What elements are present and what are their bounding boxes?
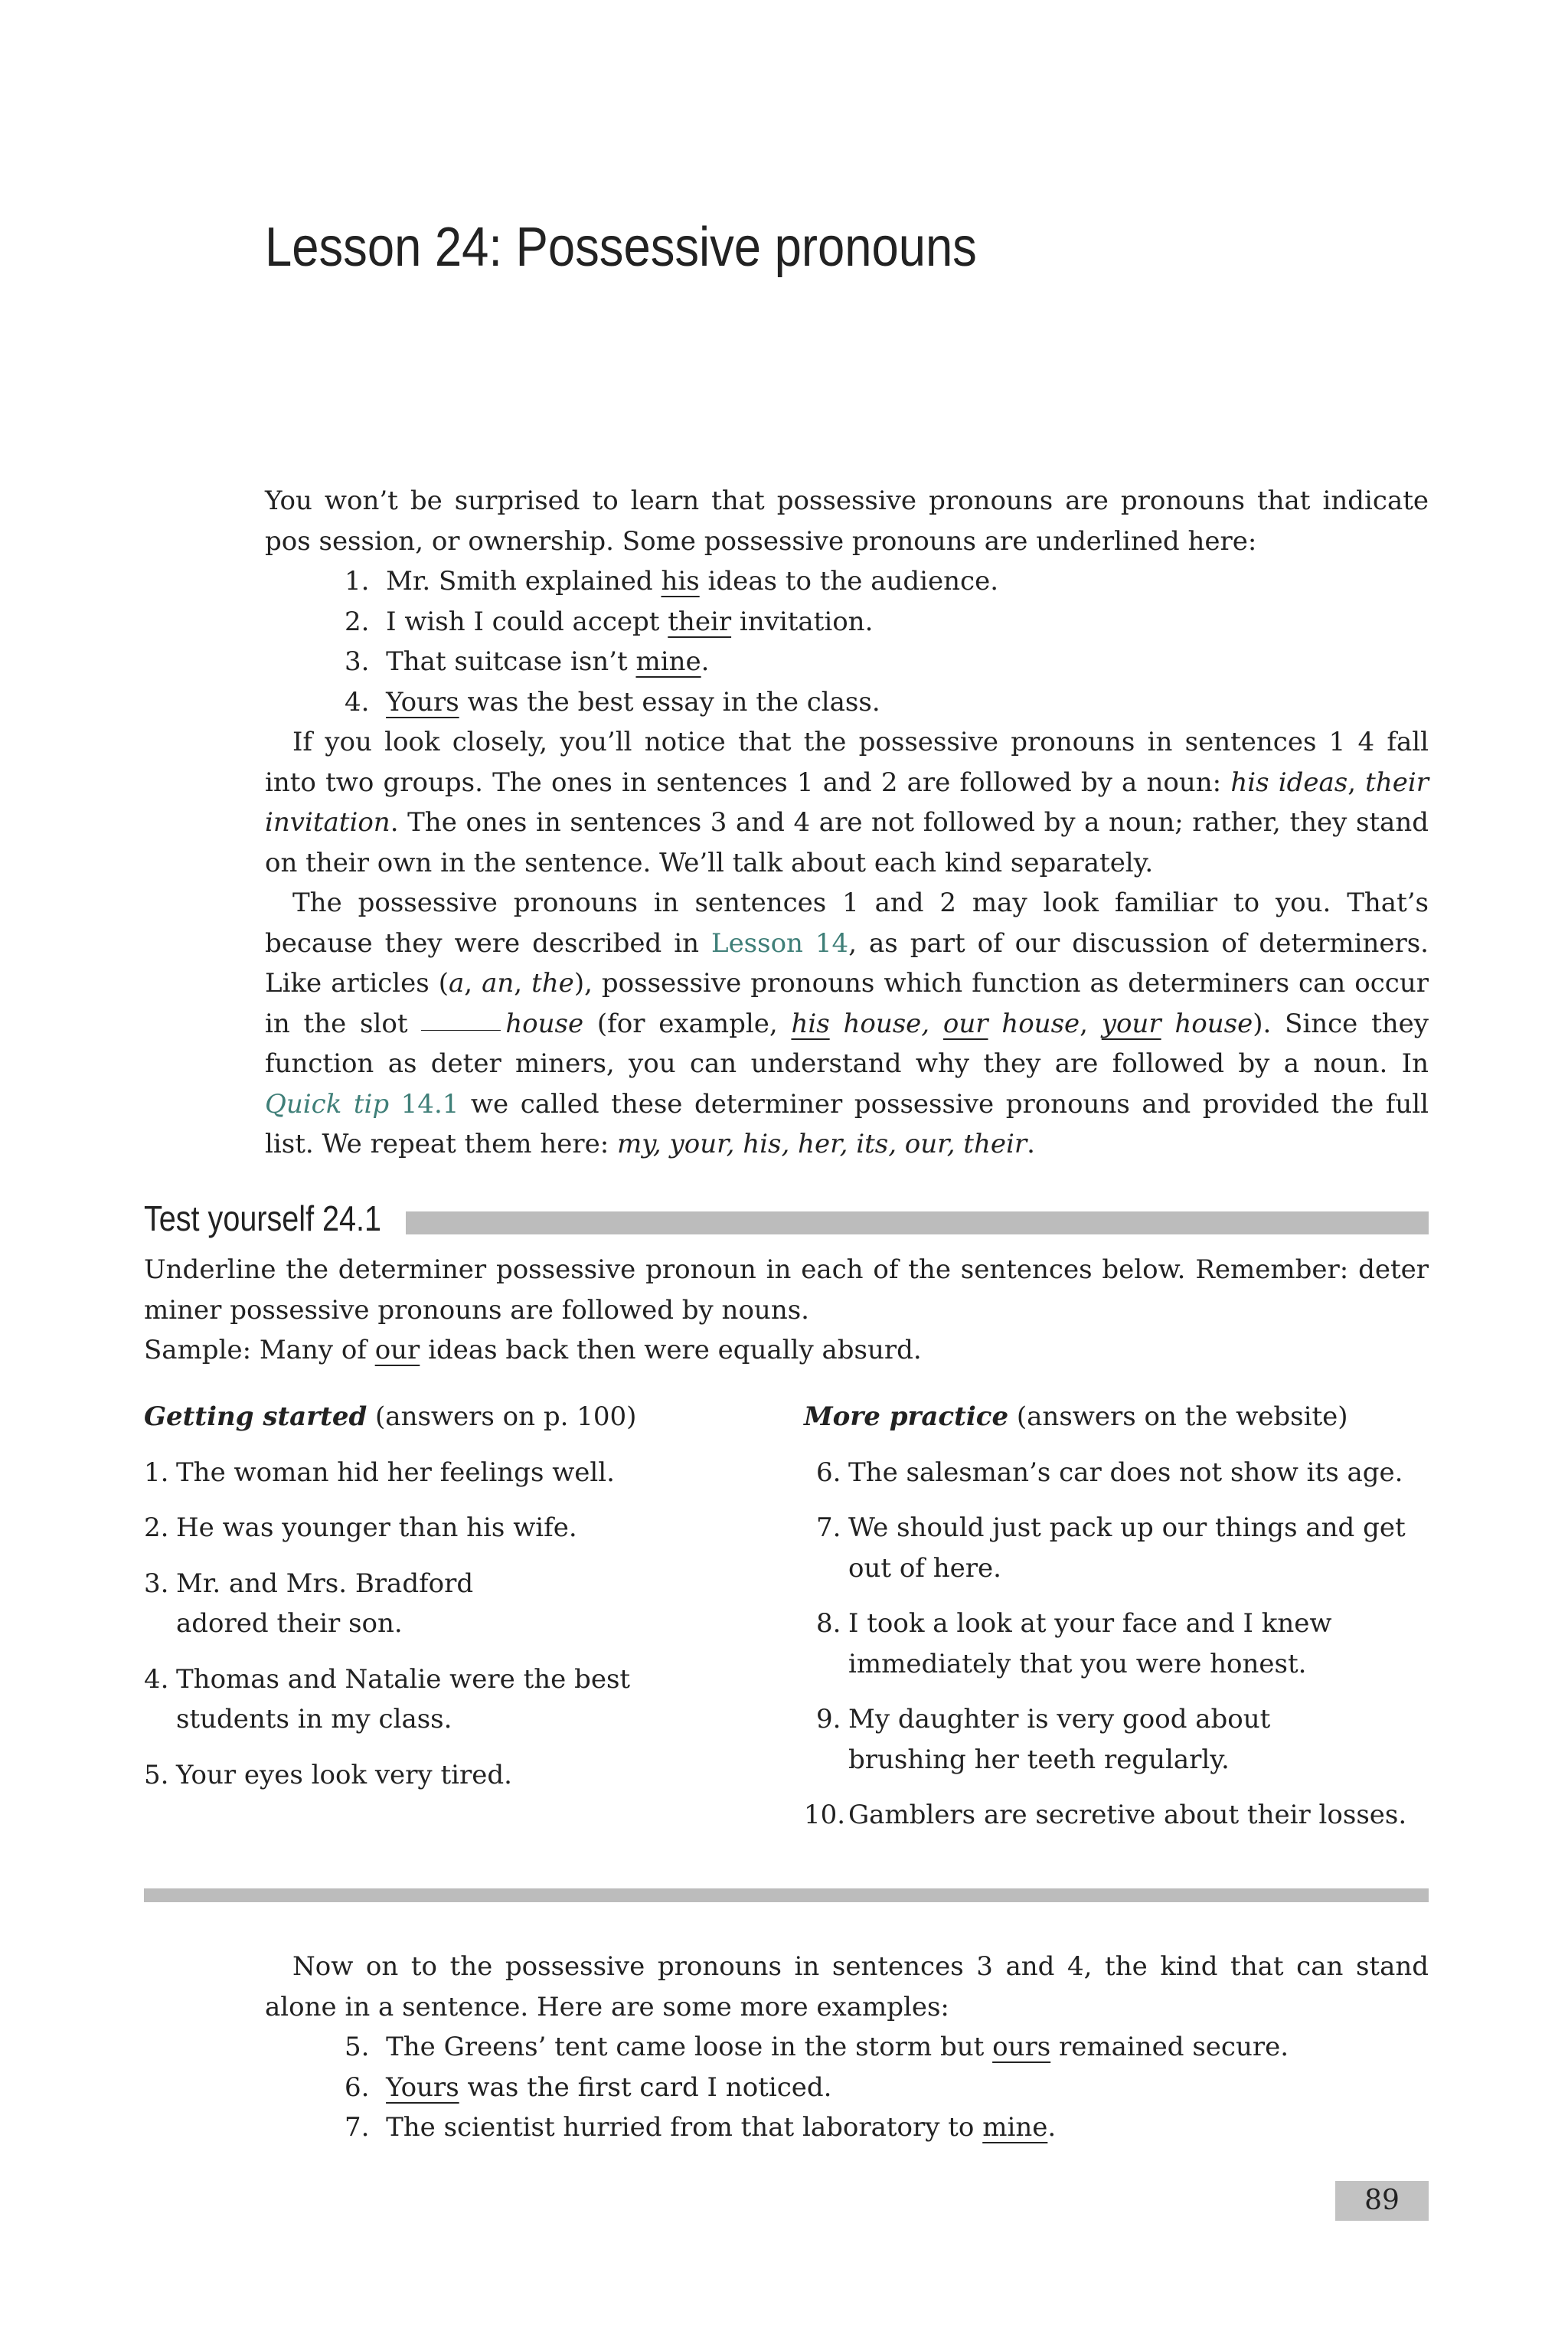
section-end-rule xyxy=(144,1888,1429,1902)
underlined-pronoun: Yours xyxy=(386,2071,459,2103)
example-text: invitation. xyxy=(731,606,874,637)
test-instructions xyxy=(144,1250,1429,1371)
underlined-pronoun: their xyxy=(668,606,732,637)
example-1 xyxy=(345,561,1429,602)
column-heading xyxy=(804,1397,1429,1437)
example-number: 1. xyxy=(345,566,370,597)
underlined-pronoun: our xyxy=(374,1335,420,1365)
underlined-pronoun: his xyxy=(661,566,700,597)
lesson-14-link[interactable]: Lesson 14 xyxy=(710,927,849,959)
example-number: 3. xyxy=(345,646,370,677)
column-heading-title: Getting started xyxy=(144,1401,368,1432)
exercise-item-4 xyxy=(144,1659,749,1740)
item-number: 10. xyxy=(804,1800,846,1830)
sample-line xyxy=(144,1330,1429,1371)
exercise-item-8 xyxy=(804,1604,1367,1684)
example-text: . xyxy=(1047,2112,1057,2143)
paragraph-text: (for example, xyxy=(583,1008,792,1039)
quick-tip-link[interactable]: Quick tip xyxy=(265,1088,390,1120)
example-text: The Greens’ tent came loose in the storm but xyxy=(386,2032,993,2062)
column-heading xyxy=(144,1397,772,1437)
item-number: 9. xyxy=(816,1704,841,1734)
outro-paragraph: Now on to the possessive pronouns in sentences 3 and 4, the kind that can stand alone in a sentence. Here are some more examples: xyxy=(265,1951,1429,2022)
item-text[interactable]: Mr. and Mrs. Bradford adored their son. xyxy=(176,1568,474,1639)
item-number: 2. xyxy=(144,1512,169,1543)
test-yourself-title: Test yourself 24.1 xyxy=(144,1198,382,1238)
item-number: 8. xyxy=(816,1608,841,1639)
item-number: 6. xyxy=(816,1457,841,1488)
paragraph-text: , as part of our discussion of determiners. Like articles ( xyxy=(265,927,1429,999)
italic-article: the xyxy=(531,968,574,999)
exercise-item-2 xyxy=(144,1508,772,1548)
underlined-pronoun: Yours xyxy=(386,686,459,718)
column-heading-note: (answers on p. 100) xyxy=(367,1401,637,1432)
paragraph-text: ). Since they function as deter miners, you can understand why they are followed by a noun. In xyxy=(265,1008,1429,1079)
intro-examples-list xyxy=(265,561,1429,722)
lesson-title: Lesson 24: Possessive pronouns xyxy=(265,217,977,278)
item-number: 3. xyxy=(144,1568,169,1599)
item-number: 5. xyxy=(144,1759,169,1790)
more-practice-column xyxy=(804,1397,1429,1851)
paragraph-text: . The ones in sentences 3 and 4 are not followed by a noun; rather, they stand on their own in the sentence. We’ll talk about each kind separately. xyxy=(265,807,1429,878)
getting-started-column xyxy=(144,1397,772,1810)
example-6 xyxy=(345,2068,1429,2108)
example-2 xyxy=(345,602,1429,642)
paragraph-text: The possessive pronouns in sentences 1 and 2 may look familiar to you. That’s because they were described in xyxy=(265,888,1429,959)
example-number: 4. xyxy=(345,686,370,718)
example-7 xyxy=(345,2107,1429,2148)
paragraph-text: If you look closely, you’ll notice that the possessive pronouns in sentences 1 4 fall into two groups. The ones in sentences 1 and 2 are followed by a noun: xyxy=(265,727,1429,798)
italic-phrase: house xyxy=(988,1008,1080,1039)
underlined-pronoun: mine xyxy=(982,2112,1048,2143)
underlined-pronoun: mine xyxy=(635,646,701,677)
example-text: Mr. Smith explained xyxy=(386,566,662,597)
example-4 xyxy=(345,682,1429,723)
italic-phrase: house xyxy=(505,1008,584,1039)
pronoun-list: my, your, his, her, its, our, their xyxy=(616,1129,1027,1159)
item-text[interactable]: I took a look at your face and I knew immediately that you were honest. xyxy=(848,1608,1332,1679)
italic-phrase: their invitation xyxy=(265,767,1429,838)
exercise-item-7 xyxy=(804,1508,1429,1588)
item-text[interactable]: He was younger than his wife. xyxy=(176,1512,577,1543)
item-text[interactable]: Your eyes look very tired. xyxy=(176,1759,512,1790)
quick-tip-number[interactable]: 14.1 xyxy=(389,1088,459,1120)
column-heading-title: More practice xyxy=(804,1401,1009,1432)
item-text[interactable]: We should just pack up our things and get out of here. xyxy=(848,1512,1406,1584)
example-text: That suitcase isn’t xyxy=(386,646,636,677)
italic-phrase: house, xyxy=(829,1008,943,1039)
item-number: 4. xyxy=(144,1663,169,1695)
underlined-pronoun: ours xyxy=(992,2032,1051,2062)
example-number: 7. xyxy=(345,2112,370,2143)
item-text[interactable]: Gamblers are secretive about their losses. xyxy=(848,1800,1407,1830)
sample-text: ideas back then were equally absurd. xyxy=(420,1335,922,1365)
example-number: 2. xyxy=(345,606,370,637)
item-number: 1. xyxy=(144,1457,169,1488)
italic-phrase: house xyxy=(1161,1008,1253,1039)
example-5 xyxy=(345,2027,1429,2068)
example-text: remained secure. xyxy=(1050,2032,1289,2062)
item-text[interactable]: The woman hid her feelings well. xyxy=(176,1457,615,1488)
example-text: I wish I could accept xyxy=(386,606,668,637)
example-number: 5. xyxy=(345,2032,370,2062)
paragraph-text: . xyxy=(1027,1129,1035,1159)
blank-slot xyxy=(421,1029,501,1031)
exercise-item-6 xyxy=(804,1453,1429,1493)
paragraph-text: ), possessive pronouns which function as determiners can occur in the slot xyxy=(265,968,1429,1039)
paragraph-text: , xyxy=(464,968,482,999)
item-text[interactable]: My daughter is very good about brushing her teeth regularly. xyxy=(848,1704,1271,1775)
exercise-item-1 xyxy=(144,1453,772,1493)
exercise-item-10 xyxy=(804,1795,1429,1836)
outro-examples-list xyxy=(265,2027,1429,2148)
item-text[interactable]: The salesman’s car does not show its age. xyxy=(848,1457,1403,1488)
example-text: The scientist hurried from that laboratory to xyxy=(386,2112,983,2143)
italic-phrase: his ideas xyxy=(1230,767,1348,798)
intro-section xyxy=(265,481,1429,1165)
paragraph-text: we called these determiner possessive pronouns and provided the full list. We repeat them here: xyxy=(265,1088,1429,1159)
example-text: . xyxy=(701,646,710,677)
paragraph-two-groups xyxy=(265,722,1429,883)
paragraph-text: , xyxy=(1080,1008,1102,1039)
exercise-item-9 xyxy=(804,1699,1367,1780)
paragraph-text: , xyxy=(514,968,532,999)
underlined-pronoun: his xyxy=(791,1008,830,1039)
instruction-text: Underline the determiner possessive pronoun in each of the sentences below. Remember: deter miner possessive pronouns are followed by nouns. xyxy=(144,1254,1429,1326)
header-rule xyxy=(406,1211,1429,1234)
page-number: 89 xyxy=(1335,2181,1429,2221)
intro-paragraph: You won’t be surprised to learn that possessive pronouns are pronouns that indicate pos session, or ownership. Some possessive pronouns are underlined here: xyxy=(265,486,1429,557)
italic-article: an xyxy=(482,968,514,999)
example-number: 6. xyxy=(345,2071,370,2103)
paragraph-text: , xyxy=(1348,767,1366,798)
outro-section xyxy=(265,1947,1429,2148)
item-number: 7. xyxy=(816,1512,841,1543)
exercise-item-5 xyxy=(144,1755,772,1796)
item-text[interactable]: Thomas and Natalie were the best students in my class. xyxy=(176,1663,631,1734)
example-text: ideas to the audience. xyxy=(699,566,999,597)
example-text: was the first card I noticed. xyxy=(459,2071,832,2103)
paragraph-determiners xyxy=(265,883,1429,1165)
test-yourself-header xyxy=(144,1196,1429,1245)
exercise-item-3 xyxy=(144,1564,573,1644)
underlined-pronoun: our xyxy=(942,1008,988,1039)
underlined-pronoun: your xyxy=(1101,1008,1161,1039)
sample-text: Sample: Many of xyxy=(144,1335,375,1365)
example-text: was the best essay in the class. xyxy=(459,686,880,718)
italic-article: a xyxy=(449,968,465,999)
example-3 xyxy=(345,642,1429,682)
column-heading-note: (answers on the website) xyxy=(1008,1401,1348,1432)
